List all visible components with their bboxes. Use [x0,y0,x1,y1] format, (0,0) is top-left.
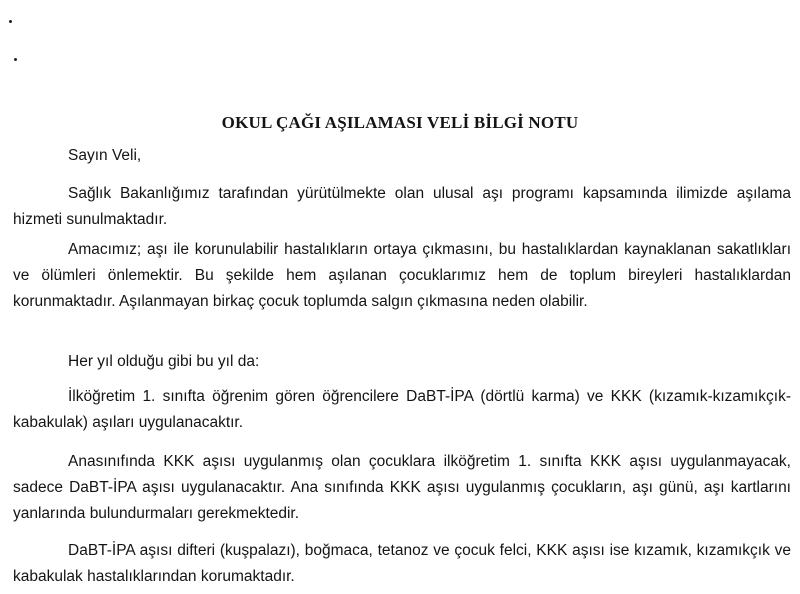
scan-speck [14,58,17,61]
document-title: OKUL ÇAĞI AŞILAMASI VELİ BİLGİ NOTU [221,113,579,132]
paragraph-kindergarten: Anasınıfında KKK aşısı uygulanmış olan çocuklara ilköğretim 1. sınıfta KKK aşısı uygulanmayacak, sadece DaBT-İPA aşısı uygulanacaktır. Ana sınıfında KKK aşısı uygulanmış çocukların, aşı günü, aşı kartlarını yanlarında bulundurmaları gerekmektedir. [13,453,791,522]
paragraph-this-year: Her yıl olduğu gibi bu yıl da: [68,353,260,370]
paragraph-intro: Sağlık Bakanlığımız tarafından yürütülmekte olan ulusal aşı programı kapsamında ilimizde aşılama hizmeti sunulmaktadır. [13,185,791,228]
paragraph-purpose: Amacımız; aşı ile korunulabilir hastalıkların ortaya çıkmasını, bu hastalıklardan kaynaklanan sakatlıkları ve ölümleri önlemektir. Bu şekilde hem aşılanan çocuklarımız hem de toplum bireyleri hastalıklardan korunmaktadır. Aşılanmayan birkaç çocuk toplumda salgın çıkmasına neden olabilir. [13,241,791,310]
scan-speck [9,20,12,23]
paragraph-vaccine-protection: DaBT-İPA aşısı difteri (kuşpalazı), boğmaca, tetanoz ve çocuk felci, KKK aşısı ise kızamık, kızamıkçık ve kabakulak hastalıklarından korumaktadır. [13,542,791,585]
salutation: Sayın Veli, [68,147,142,164]
paragraph-first-grade: İlköğretim 1. sınıfta öğrenim gören öğrencilere DaBT-İPA (dörtlü karma) ve KKK (kızamık-kızamıkçık-kabakulak) aşıları uygulanacaktır. [13,388,791,431]
